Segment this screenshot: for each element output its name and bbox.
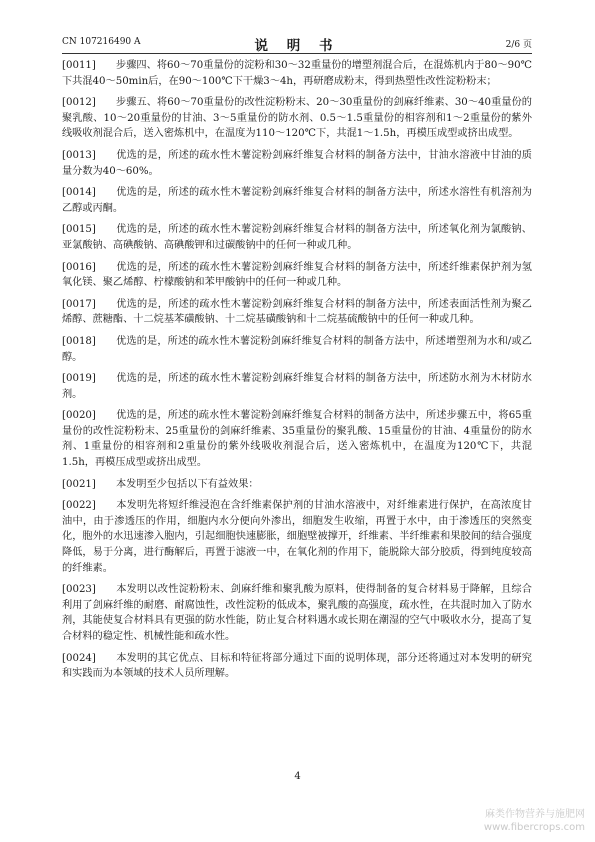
paragraph-text: 优选的是，所述的疏水性木薯淀粉剑麻纤维复合材料的制备方法中，所述防水剂为木材防水剂。 (62, 373, 532, 400)
paragraph-number: [0023] (62, 584, 96, 596)
paragraph-text: 本发明的其它优点、目标和特征将部分通过下面的说明体现，部分还将通过对本发明的研究和实践而为本领域的技术人员所理解。 (62, 652, 532, 680)
paragraph-text: 优选的是，所述的疏水性木薯淀粉剑麻纤维复合材料的制备方法中，所述增塑剂为水和/或乙醇。 (62, 335, 532, 363)
page-number: 4 (294, 771, 301, 782)
paragraph-number: [0014] (62, 187, 96, 199)
paragraph-text: 优选的是，所述的疏水性木薯淀粉剑麻纤维复合材料的制备方法中，所述氧化剂为氯酸钠、亚氯酸钠、高碘酸钠、高碘酸钾和过碳酸钠中的任何一种或几种。 (62, 224, 532, 251)
paragraph-text: 优选的是，所述的疏水性木薯淀粉剑麻纤维复合材料的制备方法中，所述步骤五中，将65重量份的改性淀粉粉末、25重量份的剑麻纤维素、35重量份的聚乳酸、15重量份的甘油、4重量份的防水剂、1重量份的相容剂和2重量份的紫外线吸收剂混合后，送入密炼机中，在温度为120℃下，共混1.5h，再模压成型或挤出成型。 (62, 410, 532, 469)
paragraph-number: [0016] (62, 261, 96, 273)
paragraph (62, 95, 532, 142)
paragraph-number: [0012] (62, 97, 96, 109)
paragraph (62, 651, 532, 682)
paragraph-number: [0018] (62, 335, 96, 347)
header-rule (62, 53, 532, 54)
paragraph-text: 优选的是，所述的疏水性木薯淀粉剑麻纤维复合材料的制备方法中，甘油水溶液中甘油的质量分数为40～60%。 (62, 149, 532, 177)
publication-number: CN 107216490 A (62, 37, 141, 47)
paragraph (62, 58, 532, 89)
paragraph-text: 优选的是，所述的疏水性木薯淀粉剑麻纤维复合材料的制备方法中，所述纤维素保护剂为氢氧化镁、聚乙烯醇、柠檬酸钠和苯甲酸钠中的任何一种或几种。 (62, 261, 532, 289)
description-body (62, 58, 532, 688)
paragraph (62, 260, 532, 291)
paragraph-text: 本发明先将短纤维浸泡在含纤维素保护剂的甘油水溶液中，对纤维素进行保护，在高浓度甘油中，由于渗透压的作用，细胞内水分便向外渗出，细胞发生收缩，再置于水中，由于渗透压的突然变化，胞外的水迅速渗入胞内，引起细胞快速膨胀，细胞壁被撑开，纤维素、半纤维素和果胶间的结合强度降低，易于分离，进行酶解后，再置于滤液一中，在氧化剂的作用下，能脱除大部分胶质，得到纯度较高的纤维素。 (62, 500, 532, 574)
paragraph-text: 步骤四、将60～70重量份的淀粉和30～32重量份的增塑剂混合后，在混炼机内于80～90℃下共混40～50min后，在90～100℃下干燥3～4h，再研磨成粉末，得到热塑性改性淀粉粉末； (62, 60, 532, 87)
paragraph-text: 本发明以改性淀粉粉末、剑麻纤维和聚乳酸为原料，使得制备的复合材料易于降解，且综合利用了剑麻纤维的耐磨、耐腐蚀性，改性淀粉的低成本，聚乳酸的高强度，疏水性，在共混时加入了防水剂，其能使复合材料具有更强的防水性能，防止复合材料遇水或长期在潮湿的空气中吸收水分，提高了复合材料的稳定性、机械性能和疏水性。 (62, 584, 532, 642)
paragraph-number: [0011] (62, 60, 96, 71)
paragraph-number: [0013] (62, 149, 96, 161)
paragraph (62, 477, 532, 493)
paragraph-text: 优选的是，所述的疏水性木薯淀粉剑麻纤维复合材料的制备方法中，所述表面活性剂为聚乙烯醇、蔗糖酯、十二烷基苯磺酸钠、十二烷基磺酸钠和十二烷基硫酸钠中的任何一种或几种。 (62, 298, 532, 326)
paragraph-number: [0015] (62, 224, 96, 236)
paragraph (62, 498, 532, 576)
watermark-title: 麻类作物营养与施肥网 (485, 809, 585, 820)
paragraph (62, 582, 532, 644)
watermark-url: www.fibercrops.com (483, 822, 585, 833)
page-header (62, 34, 532, 54)
paragraph-text: 本发明至少包括以下有益效果： (116, 478, 259, 490)
paragraph-text: 优选的是，所述的疏水性木薯淀粉剑麻纤维复合材料的制备方法中，所述水溶性有机溶剂为乙醇或丙酮。 (62, 187, 532, 214)
paragraph-number: [0021] (62, 478, 96, 490)
paragraph (62, 148, 532, 179)
page-count: 2/6 页 (505, 40, 532, 50)
paragraph-number: [0019] (62, 373, 96, 385)
paragraph-number: [0017] (62, 298, 96, 310)
paragraph (62, 297, 532, 328)
paragraph-number: [0020] (62, 410, 96, 422)
paragraph-number: [0024] (62, 652, 96, 664)
paragraph (62, 371, 532, 402)
paragraph-text: 步骤五、将60～70重量份的改性淀粉粉末、20～30重量份的剑麻纤维素、30～40重量份的聚乳酸、10～20重量份的甘油、3～5重量份的防水剂、0.5～1.5重量份的相容剂和1～2重量份的紫外线吸收剂混合后，送入密炼机中，在温度为110～120℃下，共混1～1.5h，再模压成型或挤出成型。 (62, 97, 532, 140)
paragraph (62, 185, 532, 216)
document-title: 说 明 书 (254, 38, 340, 54)
site-watermark (484, 808, 585, 834)
paragraph (62, 334, 532, 365)
paragraph (62, 408, 532, 470)
paragraph (62, 222, 532, 253)
paragraph-number: [0022] (62, 500, 96, 512)
